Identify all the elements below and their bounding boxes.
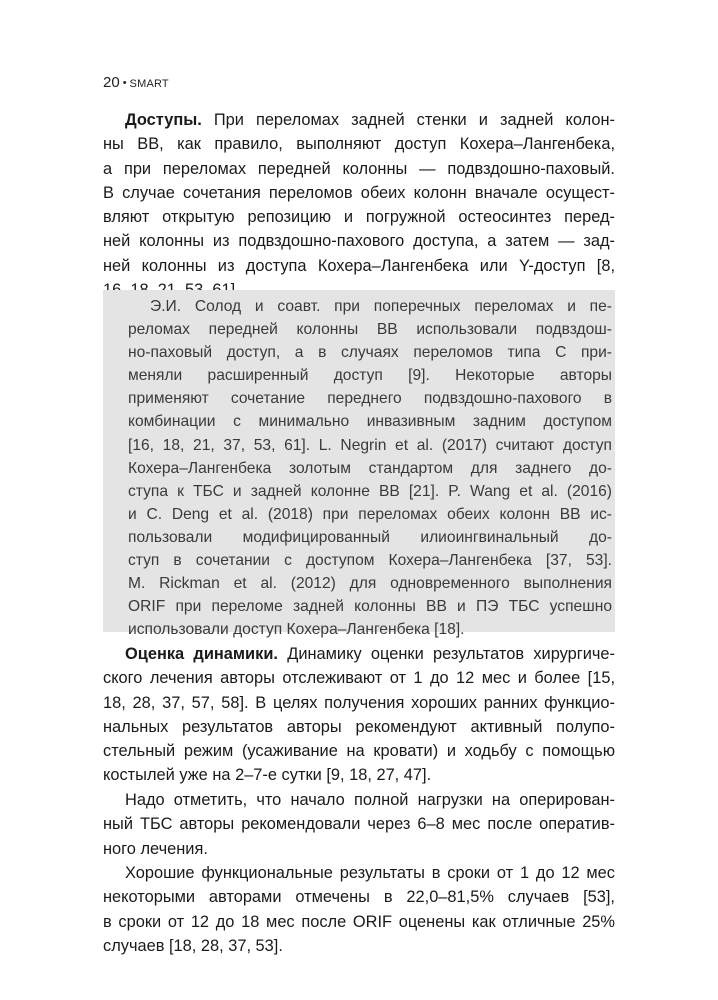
page-header: [103, 74, 169, 91]
paragraph-line: ней колонны из доступа Кохера–Лангенбека или Y-доступ [8,: [103, 256, 615, 275]
paragraph-line: ного лечения.: [103, 839, 208, 858]
quote-line: Кохера–Лангенбека золотым стандартом для заднего до-: [128, 459, 612, 477]
quote-line: ступ в сочетании с доступом Кохера–Лангенбека [37, 53].: [128, 552, 612, 570]
header-separator: •: [122, 77, 127, 89]
paragraph-line: вляют открытую репозицию и погружной остеосинтез перед-: [103, 208, 615, 227]
paragraph-line: а при переломах передней колонны — подвздошно-паховый.: [103, 159, 615, 178]
paragraph-line: В случае сочетания переломов обеих колонн вначале осущест-: [103, 183, 615, 202]
paragraph-line: ского лечения авторы отслеживают от 1 до 12 мес и более [15,: [103, 669, 615, 688]
quote-line: ORIF при переломе задней колонны ВВ и ПЭ ТБС успешно: [128, 598, 612, 616]
quote-line: применяют сочетание переднего подвздошно-пахового в: [128, 390, 612, 408]
quote-line: Э.И. Солод и соавт. при поперечных переломах и пе-: [150, 298, 612, 315]
quote-line: но-паховый доступ, а в случаях переломов типа С при-: [128, 344, 612, 362]
results-paragraph: [103, 861, 615, 958]
quote-line: и C. Deng et al. (2018) при переломах обеих колонн ВВ ис-: [128, 505, 612, 523]
section-access-heading: Доступы.: [125, 111, 202, 129]
paragraph-line: ны ВВ, как правило, выполняют доступ Кохера–Лангенбека,: [103, 135, 615, 154]
section-access-paragraph: [103, 108, 615, 302]
load-paragraph: [103, 788, 615, 861]
quote-line: меняли расширенный доступ [9]. Некоторые авторы: [128, 367, 612, 385]
paragraph-line: стельный режим (усаживание на кровати) и ходьбу с помощью: [103, 742, 615, 761]
paragraph-line: костылей уже на 2–7-е сутки [9, 18, 27, 47].: [103, 766, 432, 785]
quote-line: комбинации с минимально инвазивным задним доступом: [128, 413, 612, 431]
page-number: 20: [103, 74, 120, 91]
quote-line: [16, 18, 21, 37, 53, 61]. L. Negrin et al. (2017) считают доступ: [128, 436, 612, 454]
paragraph-line: некоторыми авторами отмечены в 22,0–81,5% случаев [53],: [103, 888, 615, 907]
paragraph-line: Оценка динамики. Динамику оценки результатов хирургиче-: [125, 645, 615, 663]
section-dynamics-paragraph: [103, 642, 615, 788]
paragraph-line: ный ТБС авторы рекомендовали через 6–8 мес после оператив-: [103, 815, 615, 834]
section-dynamics-heading: Оценка динамики.: [125, 645, 278, 663]
paragraph-line: ней колонны из подвздошно-пахового доступа, а затем — зад-: [103, 232, 615, 251]
quote-line: ступа к ТБС и задней колонне ВВ [21]. P. Wang et al. (2016): [128, 482, 612, 500]
journal-name: SMART: [129, 78, 169, 90]
paragraph-line: Доступы. При переломах задней стенки и задней колон-: [125, 111, 615, 129]
quote-line: использовали доступ Кохера–Лангенбека [18].: [128, 621, 465, 639]
paragraph-line: 18, 28, 37, 57, 58]. В целях получения хороших ранних функцио-: [103, 693, 615, 712]
paragraph-line: случаев [18, 28, 37, 53].: [103, 936, 283, 955]
quote-line: M. Rickman et al. (2012) для одновременного выполнения: [128, 575, 612, 593]
paragraph-line: в сроки от 12 до 18 мес после ORIF оценены как отличные 25%: [103, 912, 615, 931]
paragraph-line: Надо отметить, что начало полной нагрузки на оперирован-: [125, 791, 615, 809]
quote-line: реломах передней колонны ВВ использовали подвздош-: [128, 321, 612, 339]
quote-line: пользовали модифицированный илиоингвинальный до-: [128, 528, 612, 546]
paragraph-line: Хорошие функциональные результаты в сроки от 1 до 12 мес: [125, 864, 615, 882]
literature-review-text: [128, 295, 612, 641]
paragraph-line: нальных результатов авторы рекомендуют активный полупо-: [103, 717, 615, 736]
